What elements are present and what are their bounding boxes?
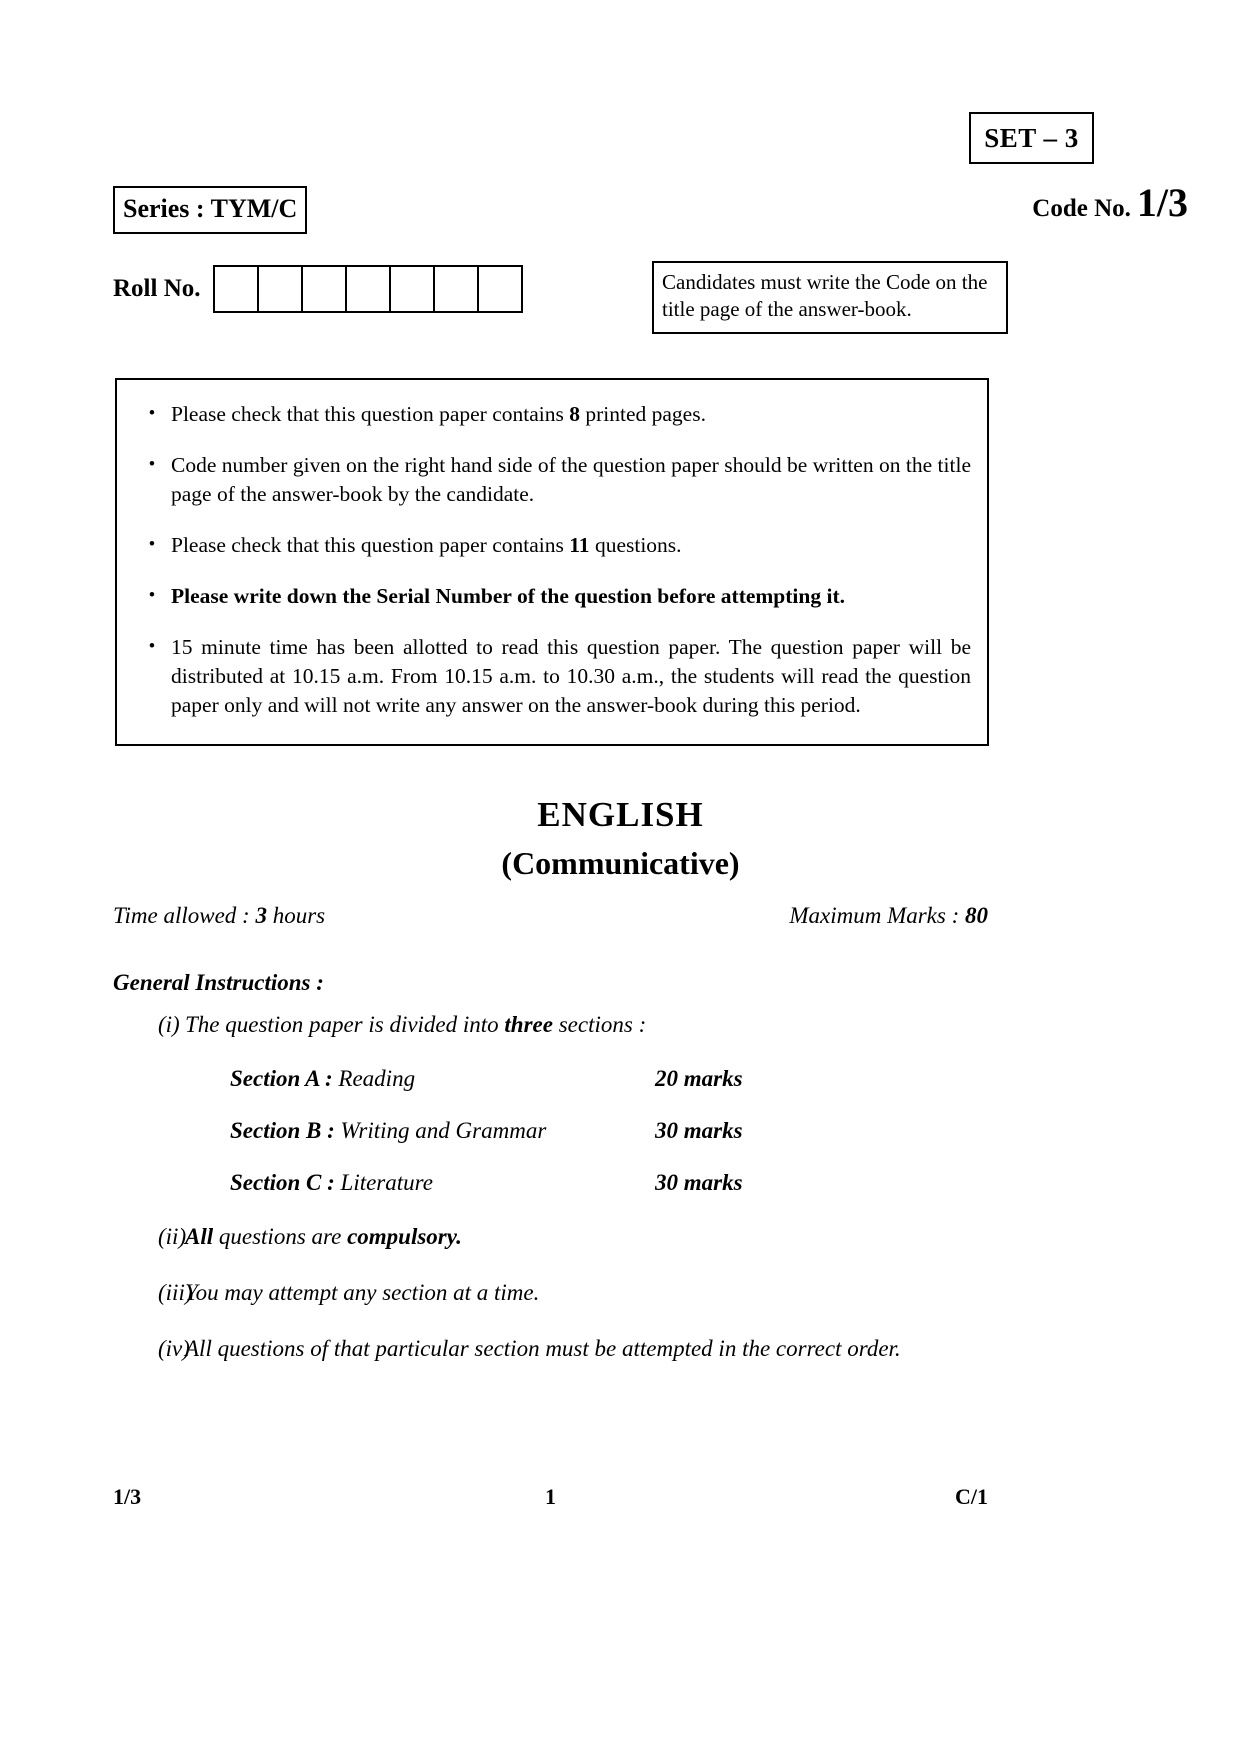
instruction-item — [133, 633, 971, 720]
roll-number-cell[interactable] — [347, 267, 391, 311]
instruction-item — [133, 400, 971, 429]
general-instruction-number: (i) — [158, 1012, 180, 1037]
roll-number-cell[interactable] — [303, 267, 347, 311]
section-line — [230, 1118, 993, 1144]
instruction-text: Please check that this question paper contains 11 questions. — [171, 533, 682, 558]
section-name: Section B : Writing and Grammar — [230, 1117, 547, 1143]
roll-number-cell[interactable] — [391, 267, 435, 311]
maximum-marks — [789, 903, 988, 929]
instructions-box — [115, 378, 989, 746]
roll-number-cell[interactable] — [215, 267, 259, 311]
general-instruction-emphasis: All — [185, 1223, 214, 1249]
roll-number-cell[interactable] — [479, 267, 521, 311]
general-instruction-emphasis: three — [504, 1012, 553, 1037]
bullet-icon: • — [148, 636, 156, 658]
general-instruction-text: The question paper is divided into three sections : — [185, 1012, 647, 1037]
sections-list — [230, 1066, 993, 1196]
section-name: Section A : Reading — [230, 1065, 416, 1091]
roll-number-cell[interactable] — [259, 267, 303, 311]
instruction-item — [133, 582, 971, 611]
general-instruction-text: All questions are compulsory. — [185, 1223, 462, 1249]
general-instruction-text: You may attempt any section at a time. — [185, 1279, 540, 1305]
general-instruction-number: (iii) — [158, 1279, 193, 1305]
roll-number-grid[interactable] — [213, 265, 523, 313]
time-allowed — [113, 903, 325, 929]
code-number — [1032, 180, 1188, 225]
section-line — [230, 1066, 993, 1092]
time-allowed-unit: hours — [266, 903, 326, 928]
time-allowed-value: 3 — [255, 903, 267, 928]
section-name: Section C : Literature — [230, 1169, 433, 1195]
page-title: ENGLISH — [537, 795, 704, 834]
section-marks: 20 marks — [655, 1065, 743, 1091]
exam-meta-row — [113, 903, 988, 929]
code-number-value: 1/3 — [1136, 180, 1188, 225]
page-footer — [113, 1484, 988, 1510]
page-subtitle: (Communicative) — [501, 845, 740, 881]
section-line — [230, 1170, 993, 1196]
instruction-emphasis: 11 — [569, 533, 590, 558]
section-marks: 30 marks — [655, 1117, 743, 1143]
general-instruction-item — [113, 1222, 993, 1252]
bullet-icon: • — [148, 403, 156, 424]
series-box — [113, 186, 307, 234]
general-instructions-list — [113, 1010, 993, 1390]
general-instruction-item — [113, 1334, 993, 1364]
bullet-icon: • — [148, 454, 156, 476]
maximum-marks-label: Maximum Marks : — [789, 903, 965, 928]
section-label: Section A : — [230, 1065, 333, 1091]
code-number-label: Code No. — [1032, 195, 1131, 222]
footer-right: C/1 — [955, 1484, 988, 1509]
instruction-text: 15 minute time has been allotted to read this question paper. The question paper will be distributed at 10.15 a.m. From 10.15 a.m. to 10.30 a.m., the students will read the question paper only and will not write any answer on the answer-book during this period. — [171, 635, 971, 718]
maximum-marks-value: 80 — [965, 903, 988, 928]
general-instruction-number: (ii) — [158, 1223, 187, 1249]
roll-number-cell[interactable] — [435, 267, 479, 311]
general-instruction-number: (iv) — [158, 1335, 190, 1361]
roll-number-label: Roll No. — [113, 275, 201, 302]
instruction-item — [133, 531, 971, 560]
candidates-note-text: Candidates must write the Code on the title page of the answer-book. — [662, 270, 988, 322]
footer-page-number: 1 — [545, 1484, 556, 1509]
section-marks: 30 marks — [655, 1169, 743, 1195]
general-instruction-item — [113, 1278, 993, 1308]
general-instructions-heading: General Instructions : — [113, 970, 324, 995]
general-instruction-text: All questions of that particular section must be attempted in the correct order. — [185, 1335, 901, 1361]
set-number-box — [969, 112, 1094, 164]
instruction-item — [133, 451, 971, 509]
roll-number-field[interactable] — [113, 265, 523, 313]
footer-left: 1/3 — [113, 1484, 142, 1509]
section-label: Section B : — [230, 1117, 335, 1143]
time-allowed-label: Time allowed : — [113, 903, 256, 928]
candidates-note-box — [652, 261, 1008, 334]
instruction-text: Code number given on the right hand side of the question paper should be written on the title page of the answer-book by the candidate. — [171, 453, 971, 507]
general-instruction-item — [113, 1010, 993, 1040]
bullet-icon: • — [148, 534, 156, 556]
instruction-text: Please check that this question paper contains 8 printed pages. — [171, 402, 706, 426]
bullet-icon: • — [148, 585, 156, 607]
general-instruction-emphasis: compulsory. — [347, 1223, 462, 1249]
instruction-emphasis: 8 — [569, 402, 580, 426]
section-label: Section C : — [230, 1169, 335, 1195]
set-number-label: SET – 3 — [984, 122, 1079, 153]
instruction-text: Please write down the Serial Number of the question before attempting it. — [171, 584, 845, 609]
series-label: Series : TYM/C — [123, 194, 298, 223]
